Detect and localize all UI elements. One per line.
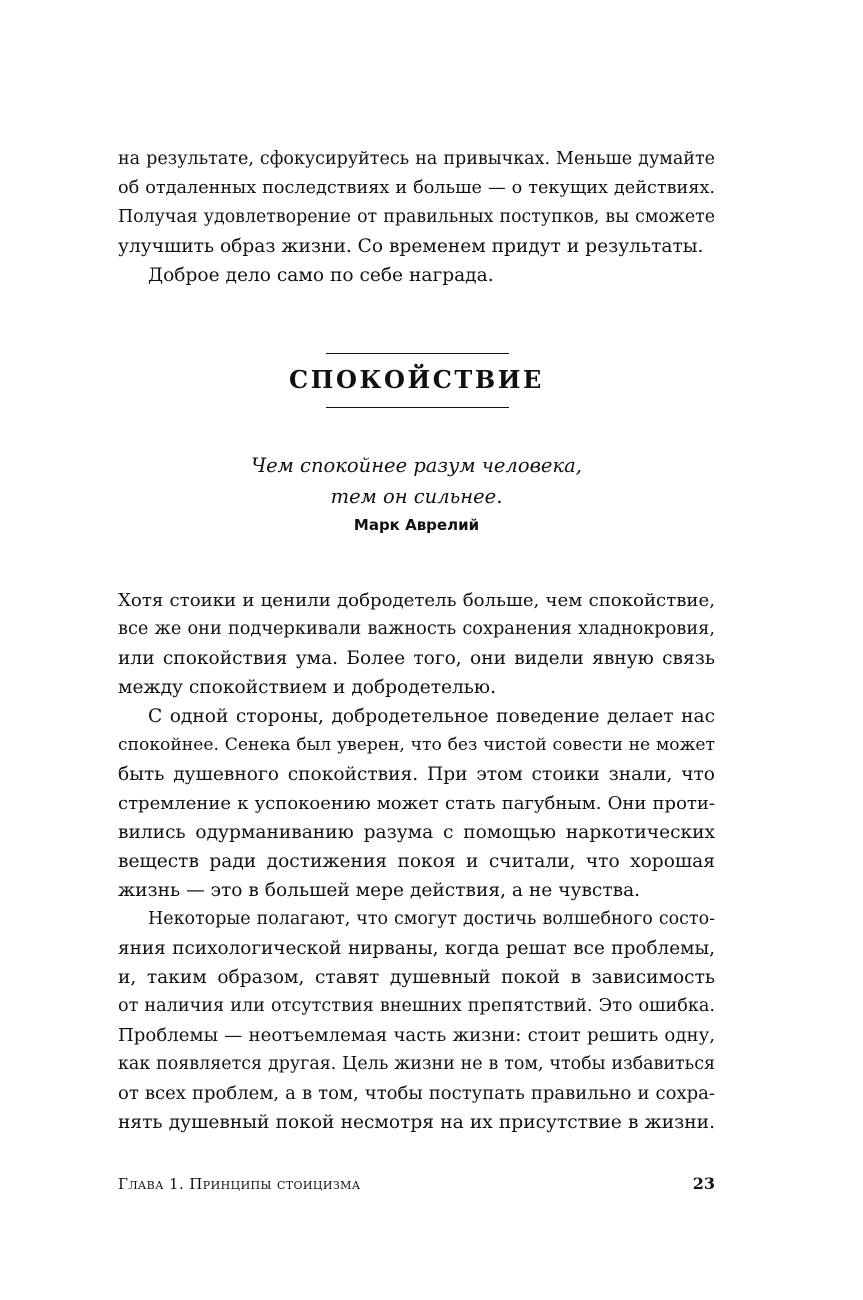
section-title: СПОКОЙСТВИЕ xyxy=(289,365,544,394)
text-line: об отдаленных последствиях и больше — о текущих действиях. xyxy=(118,178,715,198)
page-number: 23 xyxy=(692,1174,715,1193)
page-footer xyxy=(118,1170,715,1196)
text-line: С одной стороны, добродетельное поведение делает нас xyxy=(148,706,715,727)
epigraph-quote-line: тем он сильнее. xyxy=(330,485,503,508)
text-line: Хотя стоики и ценили добродетель больше, чем спокойствие, xyxy=(118,590,715,611)
epigraph-quote-line: Чем спокойнее разум человека, xyxy=(251,454,582,477)
text-line: жизнь — это в большей мере действия, а не чувства. xyxy=(118,880,641,901)
text-line: улучшить образ жизни. Со временем придут и результаты. xyxy=(118,236,704,257)
body-paragraphs xyxy=(118,586,715,1137)
text-line: от наличия или отсутствия внешних препятствий. Это ошибка. xyxy=(118,996,715,1016)
title-rule-top xyxy=(326,353,509,354)
epigraph-author: Марк Аврелий xyxy=(353,516,480,534)
text-line: яния психологической нирваны, когда решат все проблемы, xyxy=(118,938,715,959)
text-line: стремление к успокоению может стать пагубным. Они проти- xyxy=(118,793,715,814)
text-line: Некоторые полагают, что смогут достичь волшебного состо- xyxy=(148,909,715,929)
text-line: или спокойствия ума. Более того, они видели явную связь xyxy=(118,648,715,669)
text-line: веществ ради достижения покоя и считали, что хорошая xyxy=(118,851,715,872)
text-line: Проблемы — неотъемлемая часть жизни: стоит решить одну, xyxy=(118,1025,715,1046)
text-line: между спокойствием и добродетелью. xyxy=(118,677,497,698)
text-line: вились одурманиванию разума с помощью наркотических xyxy=(118,822,715,843)
title-rule-bottom xyxy=(326,407,509,408)
text-line: все же они подчеркивали важность сохранения хладнокровия, xyxy=(118,619,715,639)
epigraph xyxy=(118,450,715,536)
text-line: от всех проблем, а в том, чтобы поступать правильно и сохра- xyxy=(118,1083,715,1104)
text-line: Получая удовлетворение от правильных поступков, вы сможете xyxy=(118,207,715,227)
text-line: спокойнее. Сенека был уверен, что без чистой совести не может xyxy=(118,735,715,755)
running-head: Глава 1. Принципы стоицизма xyxy=(118,1175,361,1193)
text-line: нять душевный покой несмотря на их присутствие в жизни. xyxy=(118,1112,715,1133)
text-line: и, таким образом, ставят душевный покой в зависимость xyxy=(118,967,715,988)
text-line: как появляется другая. Цель жизни не в том, чтобы избавиться xyxy=(118,1054,715,1074)
text-line: на результате, сфокусируйтесь на привычках. Меньше думайте xyxy=(118,149,715,169)
text-line: Доброе дело само по себе награда. xyxy=(148,265,494,286)
text-line: быть душевного спокойствия. При этом стоики знали, что xyxy=(118,764,715,785)
intro-paragraphs xyxy=(118,145,715,290)
